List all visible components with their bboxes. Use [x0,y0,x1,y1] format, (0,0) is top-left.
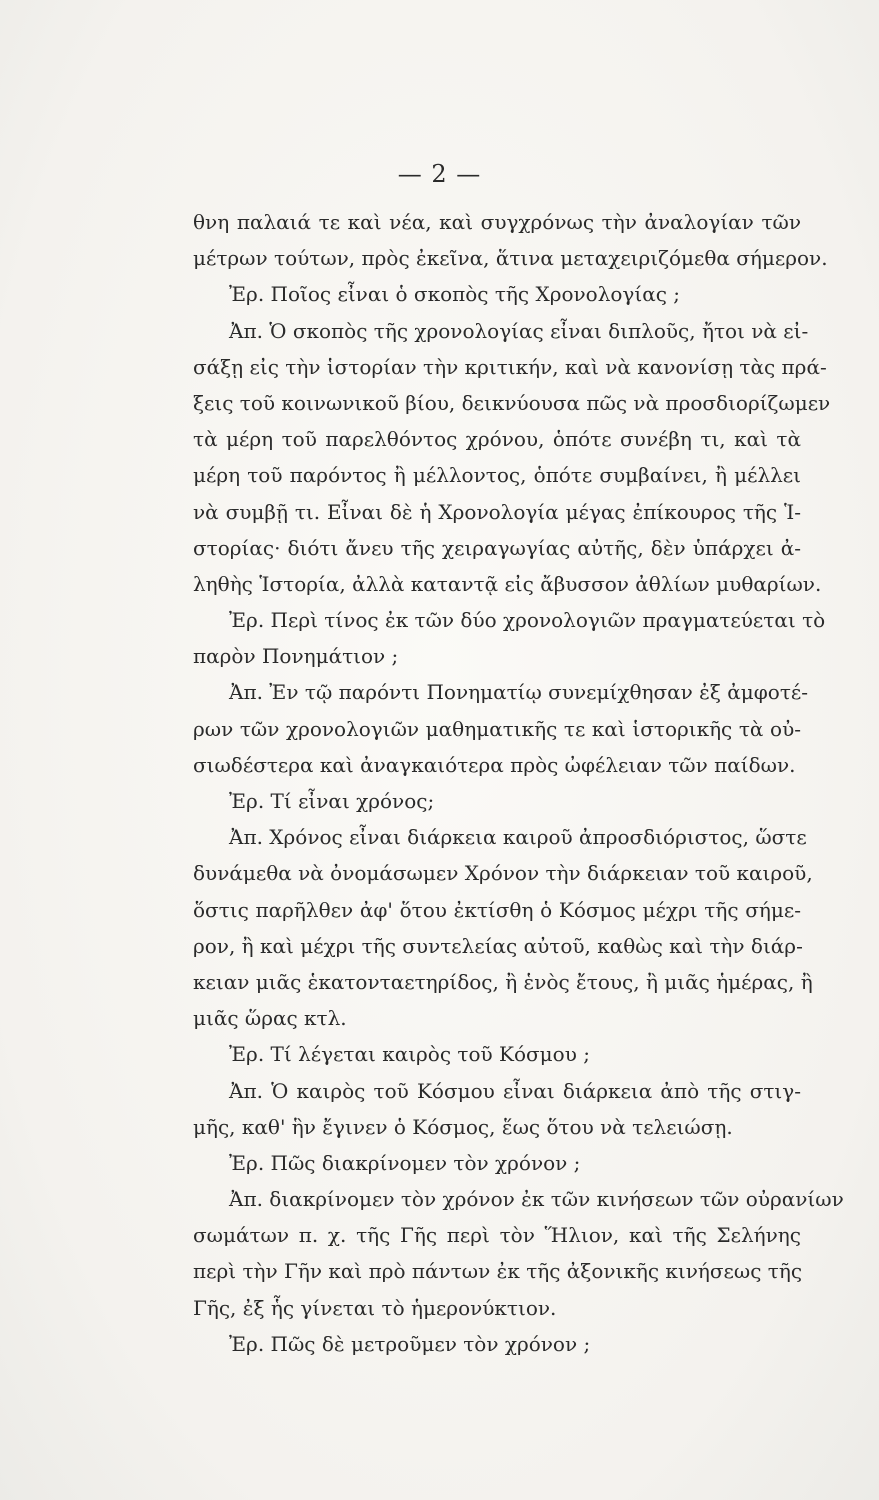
text-line: δυνάμεθα νὰ ὀνομάσωμεν Χρόνον τὴν διάρκειαν τοῦ καιροῦ, [193,861,813,886]
text-line: μέρη τοῦ παρόντος ἢ μέλλοντος, ὁπότε συμβαίνει, ἢ μέλλει [193,463,801,488]
text-line: μέτρων τούτων, πρὸς ἐκεῖνα, ἅτινα μεταχειριζόμεθα σήμερον. [193,246,828,271]
text-line: στορίας· διότι ἄνευ τῆς χειραγωγίας αὐτῆς, δὲν ὑπάρχει ἀ- [193,535,801,560]
text-line: σωμάτων π. χ. τῆς Γῆς περὶ τὸν Ἥλιον, καὶ τῆς Σελήνης [193,1223,801,1248]
text-line: μιᾶς ὥρας κτλ. [193,1006,347,1031]
text-line: Ἀπ. Ὁ σκοπὸς τῆς χρονολογίας εἶναι διπλοῦς, ἤτοι νὰ εἰ- [229,318,809,343]
text-line: ξεις τοῦ κοινωνικοῦ βίου, δεικνύουσα πῶς νὰ προσδιορίζωμεν [193,390,831,415]
text-line: Ἐρ. Τί λέγεται καιρὸς τοῦ Κόσμου ; [229,1042,590,1067]
text-line: σιωδέστερα καὶ ἀναγκαιότερα πρὸς ὠφέλειαν τῶν παίδων. [193,752,796,777]
text-line: Γῆς, ἐξ ἧς γίνεται τὸ ἡμερονύκτιον. [193,1295,557,1320]
text-line: κειαν μιᾶς ἑκατονταετηρίδος, ἢ ἑνὸς ἔτους, ἢ μιᾶς ἡμέρας, ἢ [193,969,813,994]
page-number: — 2 — [397,160,482,188]
text-line: Ἀπ. Ἐν τῷ παρόντι Πονηματίῳ συνεμίχθησαν ἐξ ἀμφοτέ- [229,680,809,705]
text-line: ληθὴς Ἱστορία, ἀλλὰ καταντᾷ εἰς ἄβυσσον ἀθλίων μυθαρίων. [193,571,822,596]
text-line: ρον, ἢ καὶ μέχρι τῆς συντελείας αὐτοῦ, καθὼς καὶ τὴν διάρ- [193,933,803,958]
text-line: Ἐρ. Τί εἶναι χρόνος; [229,789,435,813]
text-line: Ἐρ. Περὶ τίνος ἐκ τῶν δύο χρονολογιῶν πραγματεύεται τὸ [229,608,826,633]
text-line: θνη παλαιά τε καὶ νέα, καὶ συγχρόνως τὴν ἀναλογίαν τῶν [193,210,801,234]
text-line: σάξῃ εἰς τὴν ἱστορίαν τὴν κριτικήν, καὶ νὰ κανονίσῃ τὰς πρά- [193,354,827,379]
text-line: Ἐρ. Πῶς δὲ μετροῦμεν τὸν χρόνον ; [229,1331,591,1356]
text-line: μῆς, καθ' ἣν ἔγινεν ὁ Κόσμος, ἕως ὅτου νὰ τελειώσῃ. [193,1114,733,1139]
text-line: ὅστις παρῆλθεν ἀφ' ὅτου ἐκτίσθη ὁ Κόσμος μέχρι τῆς σήμε- [193,897,801,922]
text-line: Ἐρ. Ποῖος εἶναι ὁ σκοπὸς τῆς Χρονολογίας ; [229,282,681,307]
text-line: Ἀπ. Ὁ καιρὸς τοῦ Κόσμου εἶναι διάρκεια ἀπὸ τῆς στιγ- [229,1078,801,1103]
text-line: παρὸν Πονημάτιον ; [193,644,399,669]
text-line: Ἐρ. Πῶς διακρίνομεν τὸν χρόνον ; [229,1150,581,1175]
text-line: Ἀπ. Χρόνος εἶναι διάρκεια καιροῦ ἀπροσδιόριστος, ὥστε [229,825,807,850]
body-text [193,204,844,1362]
text-line: νὰ συμβῇ τι. Εἶναι δὲ ἡ Χρονολογία μέγας ἐπίκουρος τῆς Ἱ- [193,499,801,524]
text-line: ρων τῶν χρονολογιῶν μαθηματικῆς τε καὶ ἱστορικῆς τὰ οὐ- [193,716,801,741]
text-line: Ἀπ. διακρίνομεν τὸν χρόνον ἐκ τῶν κινήσεων τῶν οὐρανίων [229,1187,844,1212]
text-line: περὶ τὴν Γῆν καὶ πρὸ πάντων ἐκ τῆς ἀξονικῆς κινήσεως τῆς [193,1259,803,1284]
text-line: τὰ μέρη τοῦ παρελθόντος χρόνου, ὁπότε συνέβη τι, καὶ τὰ [193,427,801,452]
